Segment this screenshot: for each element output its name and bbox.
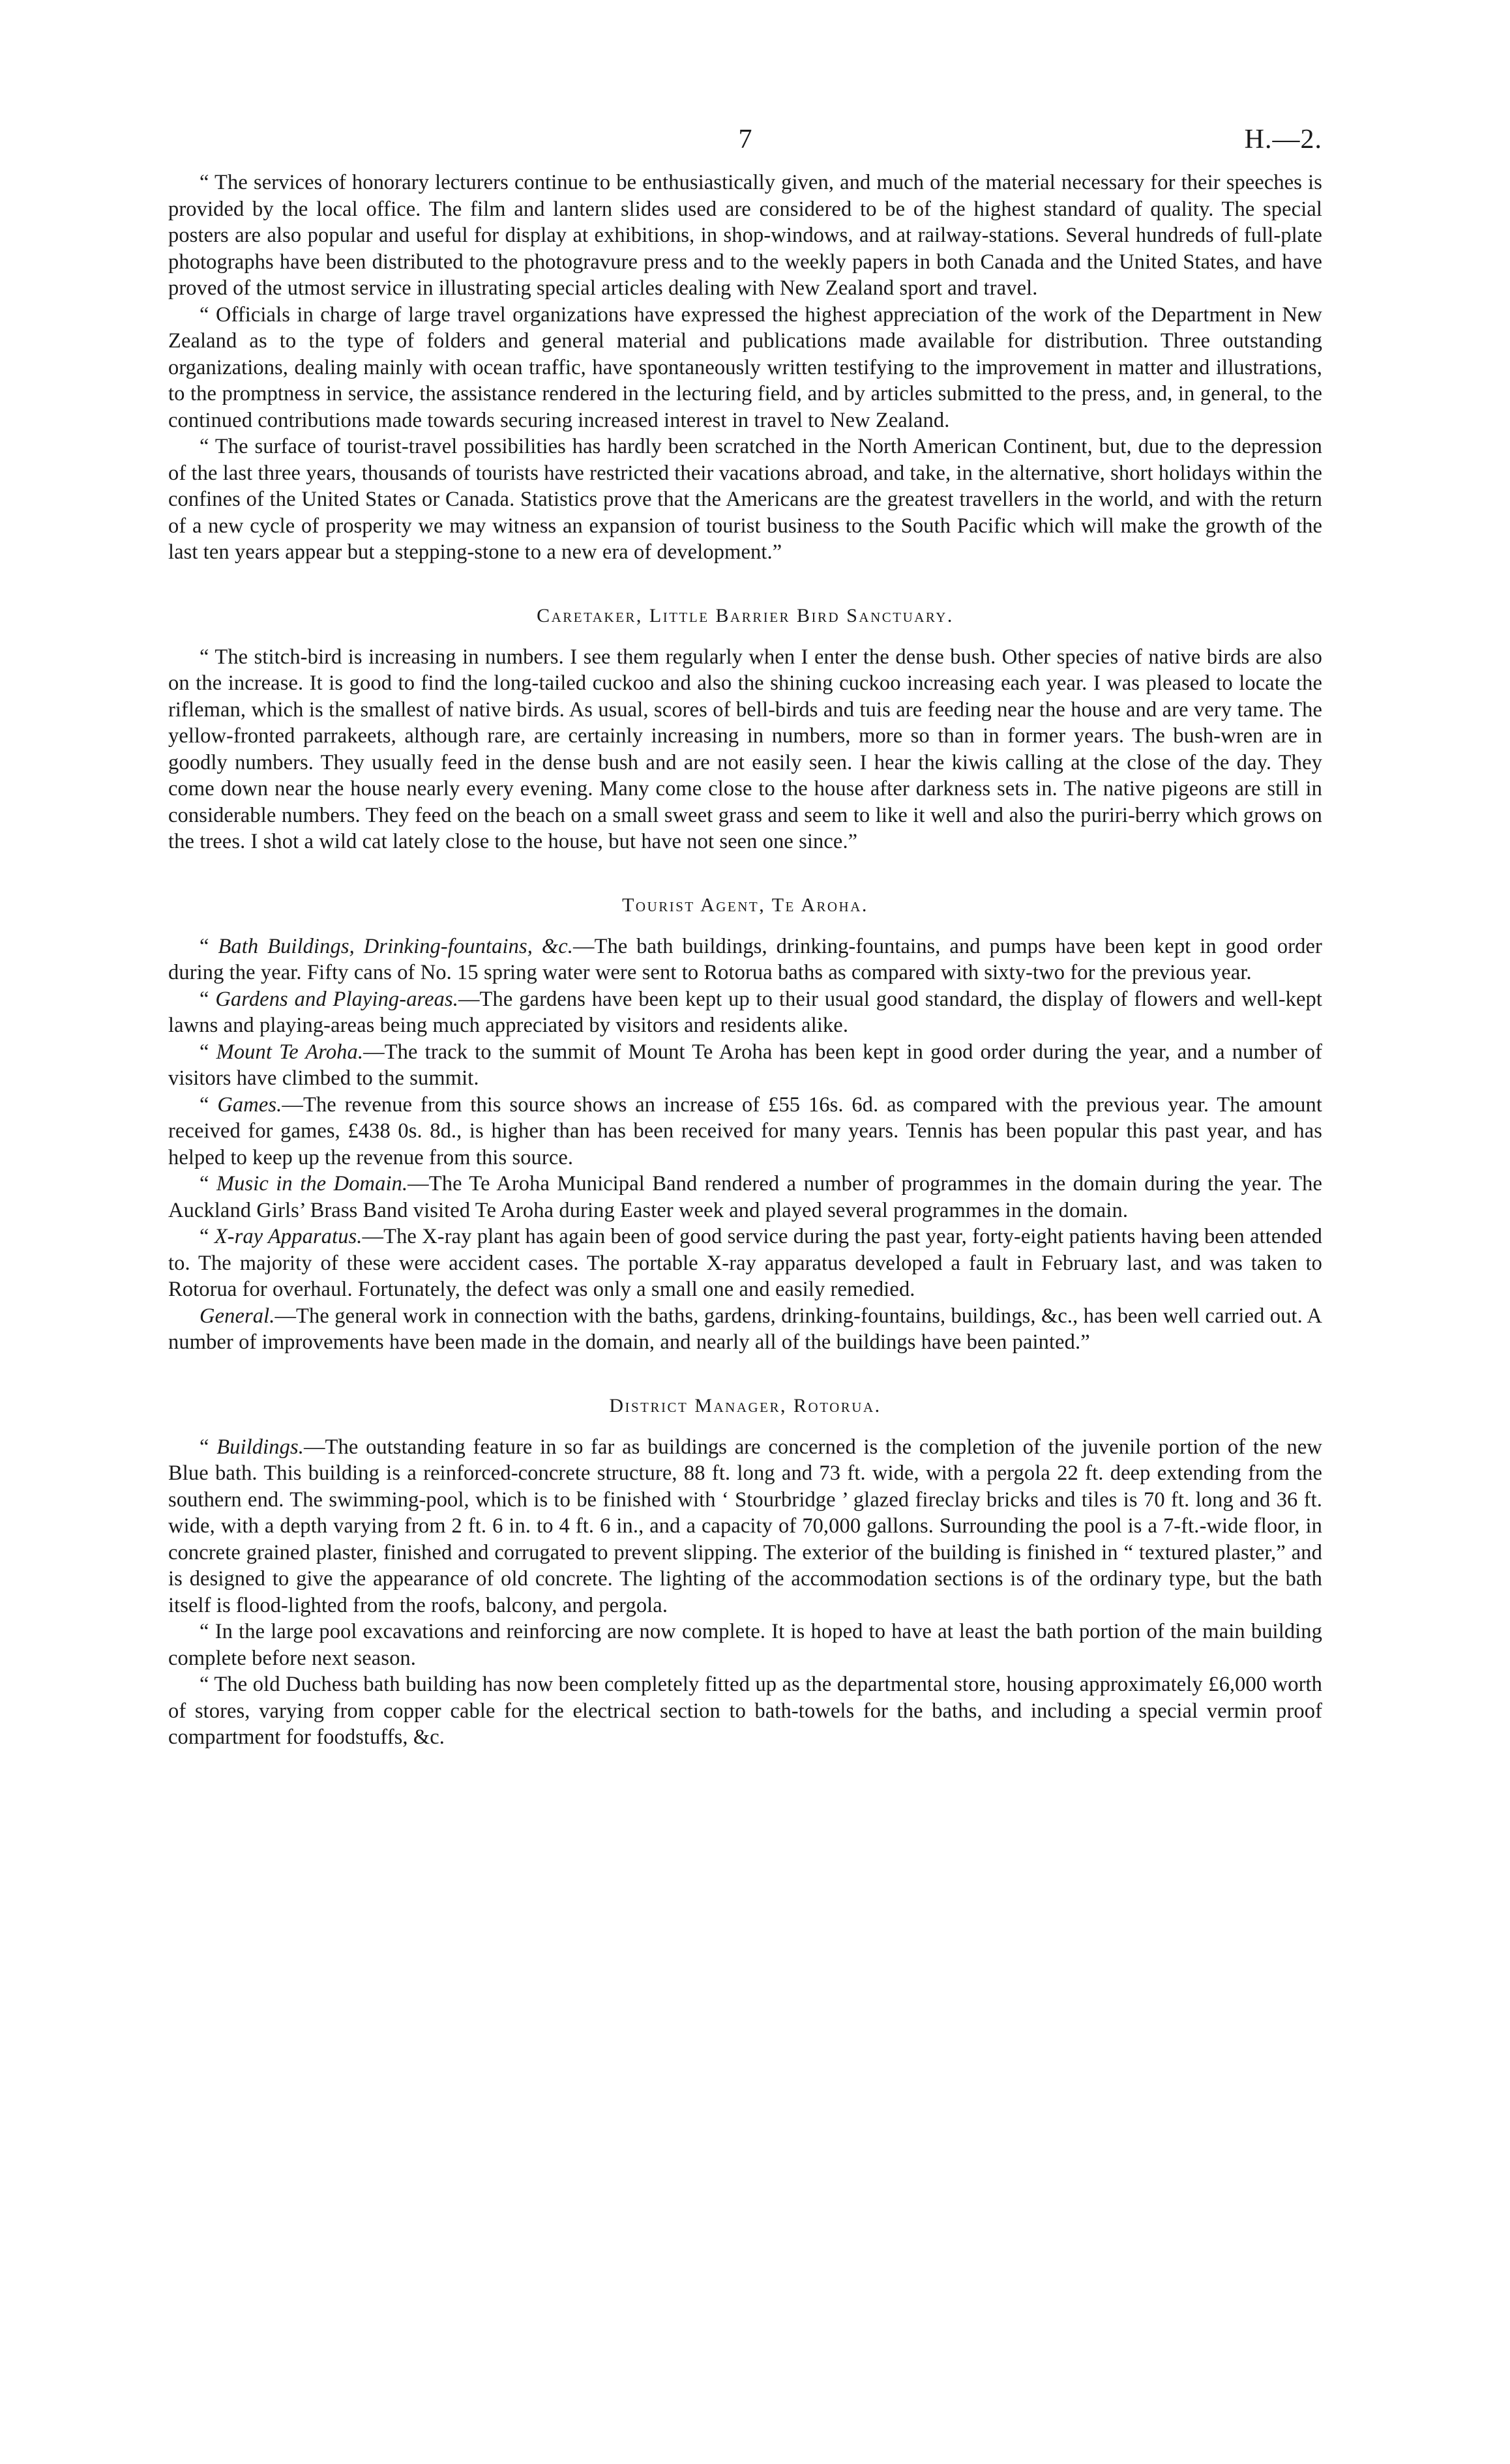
section-title: Tourist Agent, Te Aroha.: [622, 894, 868, 916]
page-header: [168, 117, 1322, 169]
paragraph: “ Music in the Domain.—The Te Aroha Municipal Band rendered a number of programmes in the domain during the year. The Auckland Girls’ Brass Band visited Te Aroha during Easter week and played several programmes in the domain.: [168, 1172, 1322, 1222]
paragraph: “ The services of honorary lecturers continue to be enthusiastically given, and much of the material necessary for their speeches is provided by the local office. The film and lantern slides used are considered to be of the highest standard of quality. The special posters are also popular and useful for display at exhibitions, in shop-windows, and at railway-stations. Several hundreds of full-plate photographs have been distributed to the photogravure press and to the weekly papers in both Canada and the United States, and have proved of the utmost service in illustrating special articles dealing with New Zealand sport and travel.: [168, 171, 1322, 300]
section-title: District Manager, Rotorua.: [609, 1394, 881, 1416]
rotorua-section: [168, 1395, 1322, 1751]
paragraph: “ X-ray Apparatus.—The X-ray plant has again been of good service during the past year, forty-eight patients having been attended to. The majority of these were accident cases. The portable X-ray apparatus developed a fault in February last, and was taken to Rotorua for overhaul. Fortunately, the defect was only a small one and easily remedied.: [168, 1225, 1322, 1301]
paragraph-heading: Gardens and Playing-areas.: [215, 987, 458, 1011]
paragraph-heading: Buildings.: [216, 1435, 304, 1459]
document-page: [168, 117, 1322, 1751]
paragraph: General.—The general work in connection with the baths, gardens, drinking-fountains, buildings, &c., has been well carried out. A number of improvements have been made in the domain, and nearly all of the buildings have been painted.”: [168, 1304, 1322, 1354]
paragraph: “ In the large pool excavations and reinforcing are now complete. It is hoped to have at least the bath portion of the main building complete before next season.: [168, 1620, 1322, 1670]
page-number: 7: [738, 125, 752, 154]
intro-section: [168, 169, 1322, 566]
paragraph: “ The old Duchess bath building has now been completely fitted up as the departmental store, housing approximately £6,000 worth of stores, varying from copper cable for the electrical section to bath-towels for the baths, and including a special vermin proof compartment for foodstuffs, &c.: [168, 1673, 1322, 1749]
paragraph: “ Buildings.—The outstanding feature in so far as buildings are concerned is the completion of the juvenile portion of the new Blue bath. This building is a reinforced-concrete structure, 88 ft. long and 73 ft. wide, with a pergola 22 ft. deep extending from the southern end. The swimming-pool, which is to be finished with ‘ Stourbridge ’ glazed fireclay bricks and tiles is 70 ft. long and 36 ft. wide, with a depth varying from 2 ft. 6 in. to 4 ft. 6 in., and a capacity of 70,000 gallons. Surrounding the pool is a 7-ft.-wide floor, in concrete grained plaster, finished and corrugated to prevent slipping. The exterior of the building is finished in “ textured plaster,” and is designed to give the appearance of old concrete. The lighting of the accommodation sections is of the ordinary type, but the bath itself is flood-lighted from the roofs, balcony, and pergola.: [168, 1435, 1322, 1617]
paragraph-heading: Mount Te Aroha.: [216, 1040, 364, 1064]
paragraph-heading: Games.: [217, 1093, 282, 1117]
paragraph-heading: General.: [200, 1304, 275, 1328]
section-title: Caretaker, Little Barrier Bird Sanctuary.: [537, 604, 954, 626]
paragraph: “ Gardens and Playing-areas.—The gardens have been kept up to their usual good standard, the display of flowers and well-kept lawns and playing-areas being much appreciated by visitors and residents alike.: [168, 987, 1322, 1037]
paragraph: “ The surface of tourist-travel possibilities has hardly been scratched in the North American Continent, but, due to the depression of the last three years, thousands of tourists have restricted their vacations abroad, and take, in the alternative, short holidays within the confines of the United States or Canada. Statistics prove that the Americans are the greatest travellers in the world, and with the return of a new cycle of prosperity we may witness an expansion of tourist business to the South Pacific which will make the growth of the last ten years appear but a stepping-stone to a new era of development.”: [168, 435, 1322, 564]
page-reference: H.—2.: [1244, 125, 1322, 154]
paragraph-heading: Music in the Domain.: [216, 1172, 408, 1195]
paragraph: “ Officials in charge of large travel organizations have expressed the highest appreciation of the work of the Department in New Zealand as to the type of folders and general material and publications made available for distribution. Three outstanding organizations, dealing mainly with ocean traffic, have spontaneously written testifying to the improvement in matter and illustrations, to the promptness in service, the assistance rendered in the lecturing field, and by articles submitted to the press, and, in general, to the continued contributions made towards securing increased interest in travel to New Zealand.: [168, 302, 1322, 432]
te-aroha-section: [168, 894, 1322, 1356]
paragraph: “ The stitch-bird is increasing in numbers. I see them regularly when I enter the dense bush. Other species of native birds are also on the increase. It is good to find the long-tailed cuckoo and also the shining cuckoo increasing each year. I was pleased to locate the rifleman, which is the smallest of native birds. As usual, scores of bell-birds and tuis are feeding near the house and are very tame. The yellow-fronted parrakeets, although rare, are certainly increasing in numbers, more so than in former years. The bush-wren are in goodly numbers. They usually feed in the dense bush and are not easily seen. I hear the kiwis calling at the close of the day. They come down near the house nearly every evening. Many come close to the house after darkness sets in. The native pigeons are still in considerable numbers. They feed on the beach on a small sweet grass and seem to like it well and also the puriri-berry which grows on the trees. I shot a wild cat lately close to the house, but have not seen one since.”: [168, 645, 1322, 853]
paragraph: “ Bath Buildings, Drinking-fountains, &c.—The bath buildings, drinking-fountains, and pumps have been kept in good order during the year. Fifty cans of No. 15 spring water were sent to Rotorua baths as compared with sixty-two for the previous year.: [168, 934, 1322, 984]
paragraph-heading: X-ray Apparatus.: [214, 1225, 363, 1248]
paragraph: “ Games.—The revenue from this source shows an increase of £55 16s. 6d. as compared with the previous year. The amount received for games, £438 0s. 8d., is higher than has been received for many years. Tennis has been popular this past year, and has helped to keep up the revenue from this source.: [168, 1093, 1322, 1169]
paragraph-heading: Bath Buildings, Drinking-fountains, &c.: [218, 934, 573, 958]
caretaker-section: [168, 605, 1322, 855]
paragraph: “ Mount Te Aroha.—The track to the summit of Mount Te Aroha has been kept in good order during the year, and a number of visitors have climbed to the summit.: [168, 1040, 1323, 1090]
